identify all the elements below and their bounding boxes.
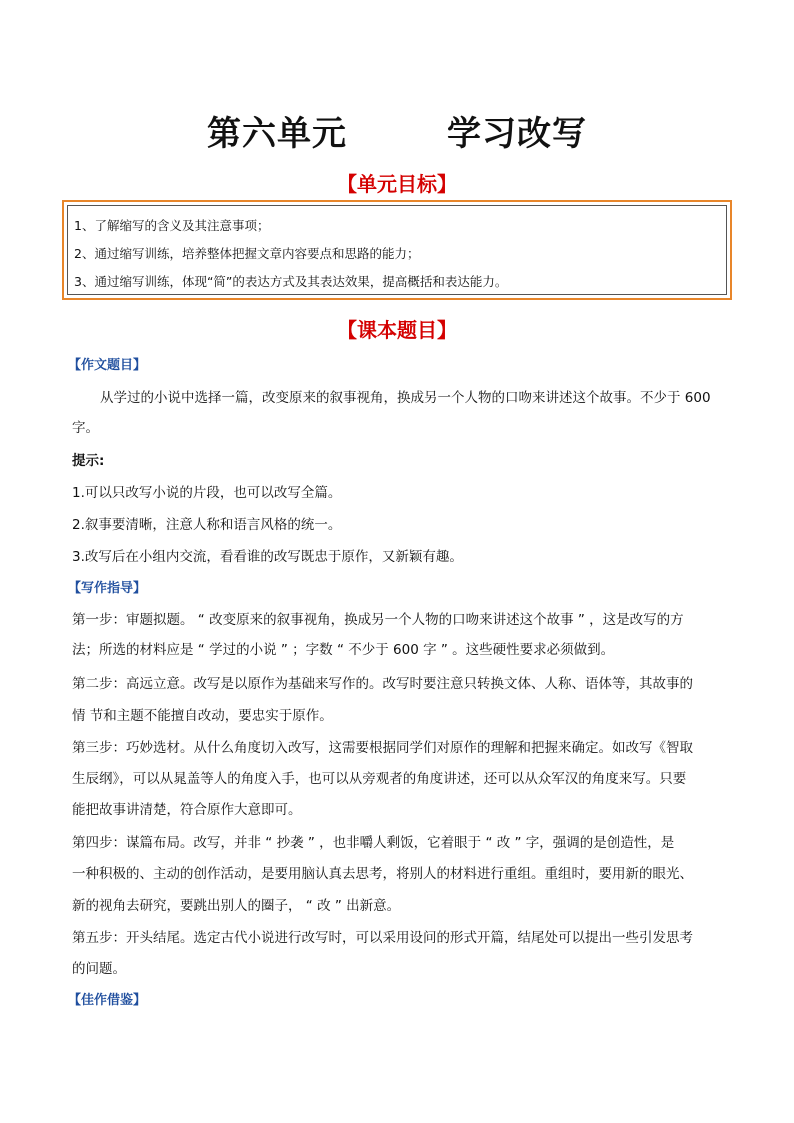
guidance-line: 一种积极的、主动的创作活动，是要用脑认真去思考，将别人的材料进行重组。重组时，要用新的眼光、 [72,866,693,882]
title-topic: 学习改写 [447,114,587,154]
writing-guidance-label: 【写作指导】 [68,581,147,596]
guidance-line: 法；所选的材料应是 “ 学过的小说 ” ；字数 “ 不少于 600 字 ” 。这些硬性要求必须做到。 [72,642,615,658]
guidance-line: 第五步：开头结尾。选定古代小说进行改写时，可以采用设问的形式开篇，结尾处可以提出一些引发思考 [72,930,693,946]
unit-goal-item: 3、通过缩写训练，体现“简”的表达方式及其表达效果，提高概括和表达能力。 [74,274,508,289]
title-unit: 第六单元 [207,114,347,154]
guidance-line: 情 节和主题不能擅自改动，要忠实于原作。 [72,708,333,724]
page-title [0,106,794,155]
guidance-line: 第四步：谋篇布局。改写，并非 “ 抄袭 ” ，也非嚼人剩饭，它着眼于 “ 改 ” 字，强调的是创造性，是 [72,835,675,851]
essay-topic-line: 从学过的小说中选择一篇，改变原来的叙事视角，换成另一个人物的口吻来讲述这个故事。不少于 600 [100,390,711,406]
textbook-heading: 【课本题目】 [337,318,457,342]
guidance-line: 新的视角去研究，要跳出别人的圈子， “ 改 ” 出新意。 [72,898,401,914]
guidance-line: 生辰纲》，可以从晁盖等人的角度入手，也可以从旁观者的角度讲述，还可以从众军汉的角度来写。只要 [72,771,687,787]
unit-goals-heading: 【单元目标】 [337,172,457,196]
hint-item: 1.可以只改写小说的片段，也可以改写全篇。 [72,485,342,501]
hint-label: 提示: [72,453,105,469]
hint-item: 3.改写后在小组内交流，看看谁的改写既忠于原作，又新颖有趣。 [72,549,463,565]
guidance-line: 第二步：高远立意。改写是以原作为基础来写作的。改写时要注意只转换文体、人称、语体等，其故事的 [72,676,693,692]
hint-item: 2.叙事要清晰，注意人称和语言风格的统一。 [72,517,342,533]
unit-goal-item: 2、通过缩写训练，培养整体把握文章内容要点和思路的能力； [74,246,420,261]
unit-goals-box [62,200,732,300]
model-essay-label: 【佳作借鉴】 [68,993,147,1008]
guidance-line: 的问题。 [72,961,126,977]
unit-goal-item: 1、了解缩写的含义及其注意事项； [74,218,270,233]
essay-topic-line: 字。 [72,420,99,436]
unit-goals-inner-box [67,205,727,295]
guidance-line: 能把故事讲清楚，符合原作大意即可。 [72,802,302,818]
guidance-line: 第一步：审题拟题。 “ 改变原来的叙事视角，换成另一个人物的口吻来讲述这个故事 ” ，这是改写的方 [72,612,684,628]
guidance-line: 第三步：巧妙选材。从什么角度切入改写，这需要根据同学们对原作的理解和把握来确定。如改写《智取 [72,740,693,756]
essay-topic-label: 【作文题目】 [68,358,147,373]
